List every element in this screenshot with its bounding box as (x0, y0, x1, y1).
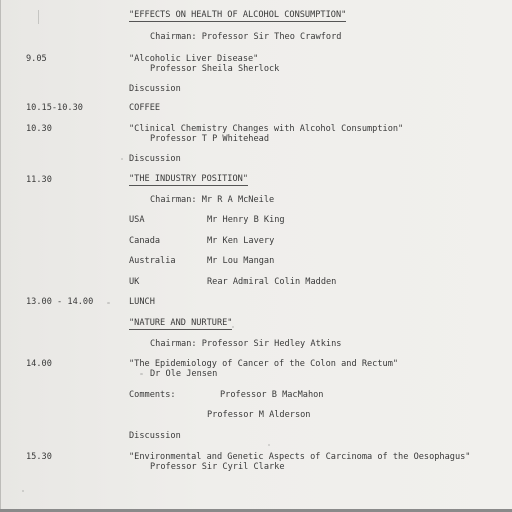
scan-speck (22, 490, 24, 492)
time-1130: 11.30 (26, 175, 52, 185)
country-speaker: Mr Henry B King (207, 215, 285, 225)
country-speaker: Mr Ken Lavery (207, 236, 275, 246)
time-coffee: 10.15-10.30 (26, 103, 83, 113)
talk-title-epidemiology: "The Epidemiology of Cancer of the Colon and Rectum" (129, 359, 399, 369)
talk-title-chemistry: "Clinical Chemistry Changes with Alcohol Consumption" (129, 124, 404, 134)
country-label: Australia (129, 256, 176, 266)
talk-speaker-clarke: Professor Sir Cyril Clarke (150, 462, 285, 472)
time-1030: 10.30 (26, 124, 52, 134)
lunch-label: LUNCH (129, 297, 155, 307)
country-speaker: Rear Admiral Colin Madden (207, 277, 337, 287)
time-1530: 15.30 (26, 452, 52, 462)
discussion-label: Discussion (129, 154, 181, 164)
country-label: UK (129, 277, 140, 287)
talk-speaker-jensen: Dr Ole Jensen (150, 369, 218, 379)
time-lunch: 13.00 - 14.00 (26, 297, 94, 307)
comments-label: Comments: (129, 390, 176, 400)
page-edge (0, 0, 1, 512)
talk-speaker-sherlock: Professor Sheila Sherlock (150, 64, 280, 74)
scan-speck (121, 158, 123, 160)
session-title-nature: "NATURE AND NURTURE" (129, 318, 233, 328)
session-chairman-health: Chairman: Professor Sir Theo Crawford (150, 32, 342, 42)
discussion-label: Discussion (129, 84, 181, 94)
session-title-industry: "THE INDUSTRY POSITION" (129, 174, 248, 184)
discussion-label: Discussion (129, 431, 181, 441)
talk-title-liver: "Alcoholic Liver Disease" (129, 54, 259, 64)
commenter: Professor B MacMahon (220, 390, 324, 400)
time-1400: 14.00 (26, 359, 52, 369)
scan-speck (268, 444, 270, 446)
session-chairman-industry: Chairman: Mr R A McNeile (150, 195, 275, 205)
talk-title-oesophagus: "Environmental and Genetic Aspects of Carcinoma of the Oesophagus" (129, 452, 471, 462)
scan-speck (107, 302, 110, 304)
scan-speck (232, 326, 234, 328)
scan-mark (38, 10, 39, 24)
scan-speck (140, 373, 143, 375)
session-chairman-nature: Chairman: Professor Sir Hedley Atkins (150, 339, 342, 349)
commenter: Professor M Alderson (207, 410, 311, 420)
country-label: USA (129, 215, 145, 225)
session-title-health: "EFFECTS ON HEALTH OF ALCOHOL CONSUMPTION" (129, 10, 347, 20)
country-label: Canada (129, 236, 161, 246)
talk-speaker-whitehead: Professor T P Whitehead (150, 134, 269, 144)
coffee-label: COFFEE (129, 103, 161, 113)
country-speaker: Mr Lou Mangan (207, 256, 275, 266)
time-905: 9.05 (26, 54, 47, 64)
